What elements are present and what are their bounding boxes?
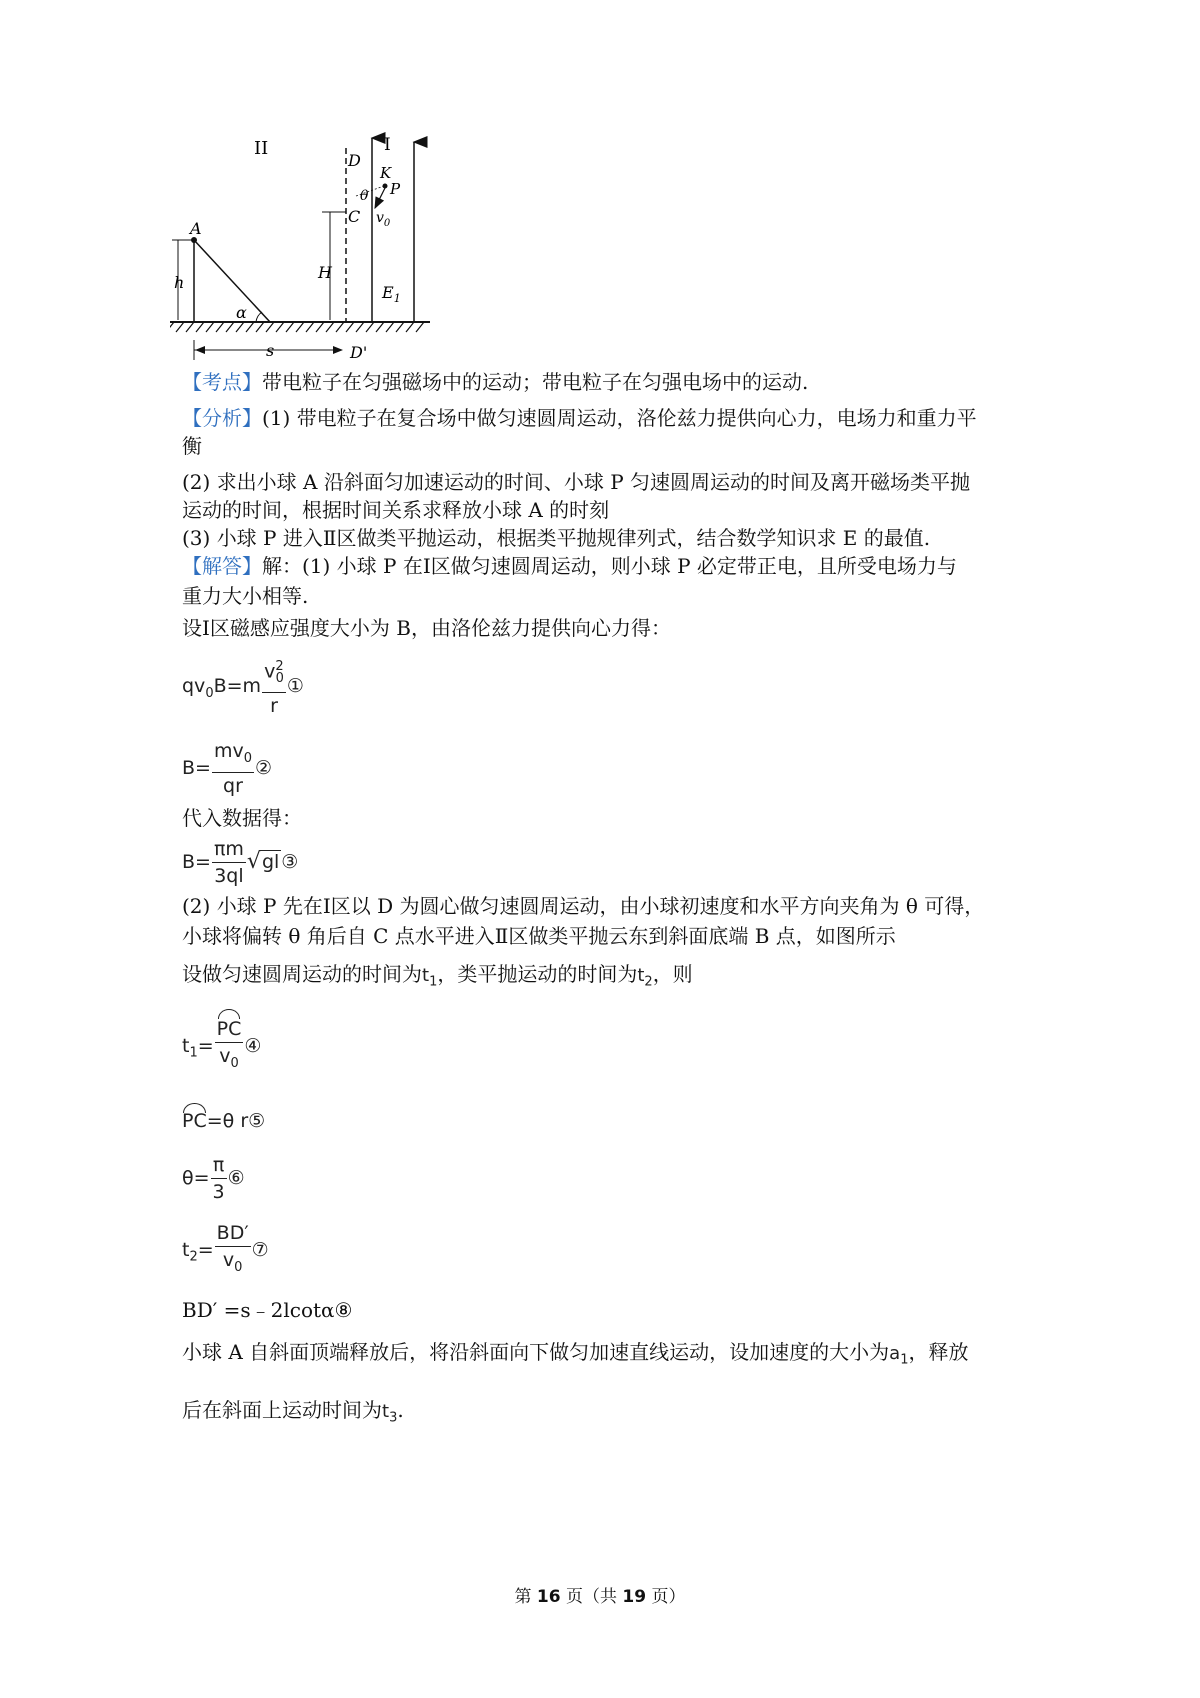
part3-line-2: 后在斜面上运动时间为$t_3$.: [182, 1398, 404, 1426]
label-h: h: [174, 273, 185, 292]
diagram-svg: [170, 128, 470, 400]
equation-4: $t_1=$ $\frac{PC}{v_0}$ ④: [182, 1018, 262, 1071]
equation-7: $t_2=$ $\frac{BD'}{v_0}$ ⑦: [182, 1222, 269, 1275]
page-number: 16: [536, 1587, 561, 1607]
equation-8: BD′ =s﹣2lcotα⑧: [182, 1298, 353, 1322]
label-theta: θ: [360, 188, 369, 204]
part2-line-1: (2) 小球 P 先在Ⅰ区以 D 为圆心做匀速圆周运动，由小球初速度和水平方向夹角为 θ 可得，: [182, 894, 985, 918]
label-d: D: [348, 151, 361, 170]
velocity-vector: [375, 188, 385, 208]
part3-line-1: 小球 A 自斜面顶端释放后，将沿斜面向下做匀加速直线运动，设加速度的大小为$a_1$，释放: [182, 1340, 969, 1368]
label-alpha: α: [236, 303, 247, 322]
equation-3: B= $\frac{\pi m}{3ql}$ √gl ③: [182, 838, 299, 887]
physics-diagram: [170, 128, 470, 400]
ground-hatch: [170, 322, 424, 332]
daiting-line: 代入数据得：: [182, 806, 302, 830]
fenxi-line-2: 衡: [182, 434, 202, 458]
kaodian-text: 带电粒子在匀强磁场中的运动；带电粒子在匀强电场中的运动.: [262, 370, 809, 394]
label-a: A: [190, 219, 202, 238]
equation-1: $qv_0B=m$ $\frac{v^2_0}{r}$ ①: [182, 654, 304, 719]
page-footer: 第 16 页（共 19 页）: [514, 1587, 686, 1607]
part2-line-2: 小球将偏转 θ 角后自 C 点水平进入Ⅱ区做类平抛云东到斜面底端 B 点，如图所示: [182, 924, 896, 948]
label-H: H: [318, 263, 332, 282]
kaodian-tag: 【考点】: [182, 370, 262, 394]
equation-2: B= $\frac{mv_0}{qr}$ ②: [182, 740, 273, 797]
label-region-2: II: [254, 138, 269, 159]
equation-5: PC=θ r⑤: [182, 1110, 266, 1132]
jieda-line-3: 设Ⅰ区磁感应强度大小为 B，由洛伦兹力提供向心力得：: [182, 616, 671, 640]
label-v0: $v_0$: [376, 210, 391, 229]
fenxi-tag: 【分析】: [182, 406, 262, 430]
fenxi-line-1: 【分析】(1) 带电粒子在复合场中做匀速圆周运动，洛伦兹力提供向心力，电场力和重力平: [182, 406, 977, 430]
label-c: C: [348, 207, 361, 226]
part2-line-3: 设做匀速圆周运动的时间为$t_1$，类平抛运动的时间为$t_2$，则: [182, 962, 693, 990]
page-total: 19: [622, 1587, 647, 1607]
label-e1: $E_1$: [382, 283, 401, 305]
label-region-1: I: [384, 135, 391, 155]
jieda-line-2: 重力大小相等.: [182, 584, 309, 608]
jieda-line-1: 【解答】解：(1) 小球 P 在Ⅰ区做匀速圆周运动，则小球 P 必定带正电，且所受电场力与: [182, 554, 957, 578]
fenxi-line-4: 运动的时间，根据时间关系求释放小球 A 的时刻: [182, 498, 610, 522]
label-d-prime: D': [350, 343, 368, 362]
kaodian-line: [182, 368, 808, 396]
incline-slope: [194, 240, 270, 322]
label-s: s: [266, 341, 275, 360]
fenxi-line-3: (2) 求出小球 A 沿斜面匀加速运动的时间、小球 P 匀速圆周运动的时间及离开磁场类平抛: [182, 470, 971, 494]
jieda-tag: 【解答】: [182, 554, 262, 578]
equation-6: θ= $\frac{\pi}{3}$ ⑥: [182, 1154, 245, 1203]
label-k: K: [380, 164, 392, 182]
label-p: P: [390, 180, 401, 198]
fenxi-line-5: (3) 小球 P 进入Ⅱ区做类平抛运动，根据类平抛规律列式，结合数学知识求 E 的最值.: [182, 526, 931, 550]
